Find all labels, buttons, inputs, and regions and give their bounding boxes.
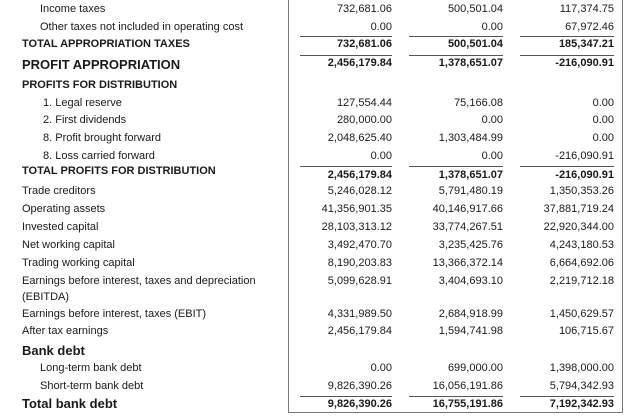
value-col3: -216,090.91 <box>555 150 614 162</box>
row-label: Net working capital <box>22 239 115 251</box>
value-col3: 117,374.75 <box>559 3 614 15</box>
value-col2: 699,000.00 <box>447 362 503 374</box>
section-title: PROFITS FOR DISTRIBUTION <box>22 79 178 91</box>
rule <box>300 55 392 56</box>
rule <box>409 36 503 37</box>
row-label: Long-term bank debt <box>40 362 142 374</box>
value-col3: 22,920,344.00 <box>543 221 614 233</box>
value-col3: 185,347.21 <box>558 38 614 50</box>
value-col1: 0.00 <box>370 150 392 162</box>
row-label: 8. Loss carried forward <box>43 150 155 162</box>
row-label: Short-term bank debt <box>40 380 144 392</box>
value-col1: 8,190,203.83 <box>327 257 392 269</box>
row-label: 8. Profit brought forward <box>43 132 162 144</box>
value-col2: 33,774,267.51 <box>432 221 503 233</box>
value-col3: 106,715.67 <box>558 325 614 337</box>
value-col1: 28,103,313.12 <box>321 221 392 233</box>
section-title: Bank debt <box>22 343 85 358</box>
rule <box>300 36 392 37</box>
value-col2: 1,594,741.98 <box>438 325 503 337</box>
rule <box>520 55 614 56</box>
value-col1: 2,048,625.40 <box>327 132 392 144</box>
value-col1: 732,681.06 <box>336 38 392 50</box>
row-label: Income taxes <box>40 3 106 15</box>
value-col1: 2,456,179.84 <box>327 57 392 69</box>
value-col2: 1,378,651.07 <box>438 169 503 181</box>
value-col2: 0.00 <box>481 150 503 162</box>
rule <box>300 396 392 397</box>
rule <box>409 55 503 56</box>
value-col3: 7,192,342.93 <box>549 398 614 410</box>
rule <box>409 396 503 397</box>
value-col2: 16,755,191.86 <box>432 398 503 410</box>
rule <box>520 36 614 37</box>
row-label: TOTAL APPROPRIATION TAXES <box>22 38 190 50</box>
row-label: Trading working capital <box>22 257 135 269</box>
value-col2: 13,366,372.14 <box>432 257 503 269</box>
row-label: TOTAL PROFITS FOR DISTRIBUTION <box>22 165 216 177</box>
value-col2: 5,791,480.19 <box>438 185 503 197</box>
rule <box>520 396 614 397</box>
section-title: Total bank debt <box>22 396 118 411</box>
row-label: Trade creditors <box>22 185 96 197</box>
value-col1: 127,554.44 <box>336 97 392 109</box>
section-title: PROFIT APPROPRIATION <box>22 57 181 72</box>
value-col2: 3,235,425.76 <box>438 239 503 251</box>
value-col1: 3,492,470.70 <box>327 239 392 251</box>
value-col3: 0.00 <box>592 97 614 109</box>
value-col3: 67,972.46 <box>565 21 614 33</box>
value-col3: 0.00 <box>592 114 614 126</box>
value-col3: 4,243,180.53 <box>549 239 614 251</box>
value-col3: 37,881,719.24 <box>543 203 614 215</box>
value-col2: 0.00 <box>481 114 503 126</box>
value-col2: 40,146,917.66 <box>432 203 503 215</box>
rule <box>409 166 503 167</box>
value-col2: 3,404,693.10 <box>438 275 503 287</box>
value-col1: 0.00 <box>370 362 392 374</box>
row-label: Other taxes not included in operating cost <box>40 21 244 33</box>
value-col1: 280,000.00 <box>336 114 392 126</box>
rule <box>300 166 392 167</box>
row-label: Earnings before interest, taxes (EBIT) <box>22 308 207 320</box>
value-col2: 1,378,651.07 <box>438 57 503 69</box>
value-col1: 9,826,390.26 <box>327 398 392 410</box>
value-col2: 500,501.04 <box>447 3 503 15</box>
value-col2: 75,166.08 <box>454 97 503 109</box>
rule <box>520 166 614 167</box>
value-col3: 6,664,692.06 <box>549 257 614 269</box>
row-label: Invested capital <box>22 221 99 233</box>
value-col1: 5,246,028.12 <box>327 185 392 197</box>
value-col3: 2,219,712.18 <box>549 275 614 287</box>
value-col1: 9,826,390.26 <box>327 380 392 392</box>
value-col1: 41,356,901.35 <box>321 203 392 215</box>
row-label: 2. First dividends <box>43 114 127 126</box>
value-col3: 1,398,000.00 <box>549 362 614 374</box>
value-col3: 0.00 <box>592 132 614 144</box>
value-col1: 732,681.06 <box>336 3 392 15</box>
value-col1: 2,456,179.84 <box>327 325 392 337</box>
value-col2: 500,501.04 <box>447 38 503 50</box>
value-col2: 0.00 <box>481 21 503 33</box>
value-col1: 2,456,179.84 <box>327 169 392 181</box>
value-col1: 5,099,628.91 <box>327 275 392 287</box>
value-col3: 1,350,353.26 <box>549 185 614 197</box>
value-col2: 16,056,191.86 <box>432 380 503 392</box>
value-col3: -216,090.91 <box>555 169 614 181</box>
value-col2: 1,303,484.99 <box>438 132 503 144</box>
row-label-continuation: (EBITDA) <box>22 291 70 303</box>
value-col3: 5,794,342.93 <box>549 380 614 392</box>
value-col3: 1,450,629.57 <box>549 308 614 320</box>
value-col1: 4,331,989.50 <box>327 308 392 320</box>
value-col2: 2,684,918.99 <box>438 308 503 320</box>
value-col1: 0.00 <box>370 21 392 33</box>
row-label: Operating assets <box>22 203 106 215</box>
row-label: After tax earnings <box>22 325 109 337</box>
row-label: Earnings before interest, taxes and depreciation <box>22 275 256 287</box>
row-label: 1. Legal reserve <box>43 97 122 109</box>
value-col3: -216,090.91 <box>555 57 614 69</box>
